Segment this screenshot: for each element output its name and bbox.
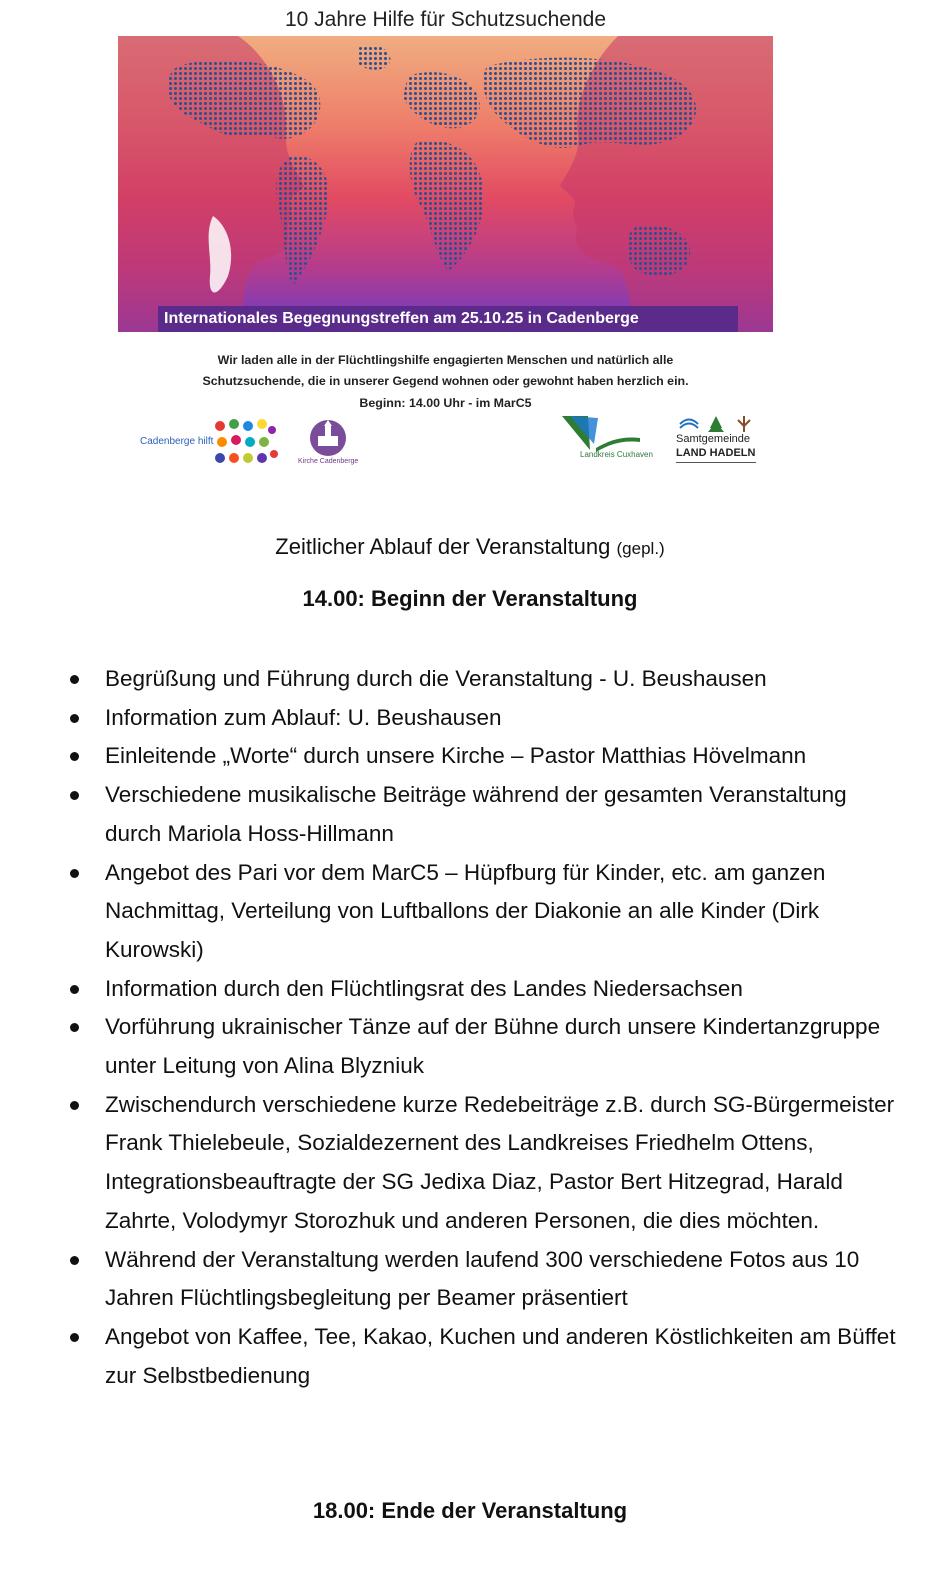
list-item: Angebot von Kaffee, Tee, Kakao, Kuchen und anderen Köstlichkeiten am Büffet zur Selbstbedienung: [64, 1318, 904, 1395]
world-map-faces-illustration: [118, 36, 773, 332]
list-item: Zwischendurch verschiedene kurze Redebeiträge z.B. durch SG-Bürgermeister Frank Thielebeule, Sozialdezernent des Landkreises Friedhelm Ottens, Integrationsbeauftragte der SG Jedixa Diaz, Pastor Bert Hitzegrad, Harald Zahrte, Volodymyr Storozhuk und anderen Personen, die dies möchten.: [64, 1086, 904, 1241]
list-item: Verschiedene musikalische Beiträge während der gesamten Veranstaltung durch Mariola Hoss-Hillmann: [64, 776, 904, 853]
list-item: Angebot des Pari vor dem MarC5 – Hüpfburg für Kinder, etc. am ganzen Nachmittag, Verteilung von Luftballons der Diakonie an alle Kinder (Dirk Kurowski): [64, 854, 904, 970]
bullet-icon: [70, 791, 79, 800]
start-time-line: 14.00: Beginn der Veranstaltung: [302, 586, 638, 611]
schedule-heading: [0, 534, 940, 560]
begin-time-location: Beginn: 14.00 Uhr - im MarC5: [359, 396, 532, 410]
list-item: Information zum Ablauf: U. Beushausen: [64, 699, 904, 738]
bullet-icon: [70, 714, 79, 723]
bullet-icon: [70, 1101, 79, 1110]
invitation-line-1: Wir laden alle in der Flüchtlingshilfe engagierten Menschen und natürlich alle: [217, 353, 674, 367]
bullet-icon: [70, 752, 79, 761]
cadenberge-hilft-logo: Cadenberge hilft: [140, 436, 214, 447]
end-time-line: 18.00: Ende der Veranstaltung: [312, 1498, 628, 1523]
invitation-line-2: Schutzsuchende, die in unserer Gegend wohnen oder gewohnt haben herzlich ein.: [202, 374, 689, 388]
bullet-icon: [70, 1023, 79, 1032]
bullet-icon: [70, 869, 79, 878]
schedule-heading-note: (gepl.): [616, 539, 665, 558]
land-hadeln-label: LAND HADELN: [676, 447, 756, 459]
list-item: Während der Veranstaltung werden laufend 300 verschiedene Fotos aus 10 Jahren Flüchtlingsbegleitung per Beamer präsentiert: [64, 1241, 904, 1318]
banner-image: [118, 36, 773, 332]
bullet-icon: [70, 1333, 79, 1342]
bullet-icon: [70, 1256, 79, 1265]
event-title-strip: Internationales Begegnungstreffen am 25.10.25 in Cadenberge: [158, 306, 738, 332]
schedule-heading-text: Zeitlicher Ablauf der Veranstaltung: [275, 534, 611, 559]
invitation-text: [118, 350, 773, 392]
schedule-list: [64, 660, 904, 1395]
church-logo-label: Kirche Cadenberge: [298, 458, 359, 465]
list-item: Information durch den Flüchtlingsrat des Landes Niedersachsen: [64, 970, 904, 1009]
list-item: Vorführung ukrainischer Tänze auf der Bühne durch unsere Kindertanzgruppe unter Leitung von Alina Blyzniuk: [64, 1008, 904, 1085]
bullet-icon: [70, 675, 79, 684]
list-item: Einleitende „Worte“ durch unsere Kirche – Pastor Matthias Hövelmann: [64, 737, 904, 776]
colorful-hands-logo: [212, 418, 278, 468]
bullet-icon: [70, 985, 79, 994]
samtgemeinde-underline: [676, 462, 756, 463]
samtgemeinde-label: Samtgemeinde: [676, 433, 750, 445]
landkreis-logo-label: Landkreis Cuxhaven: [580, 450, 653, 459]
list-item: Begrüßung und Führung durch die Veranstaltung - U. Beushausen: [64, 660, 904, 699]
poster-title: 10 Jahre Hilfe für Schutzsuchende: [284, 8, 607, 31]
